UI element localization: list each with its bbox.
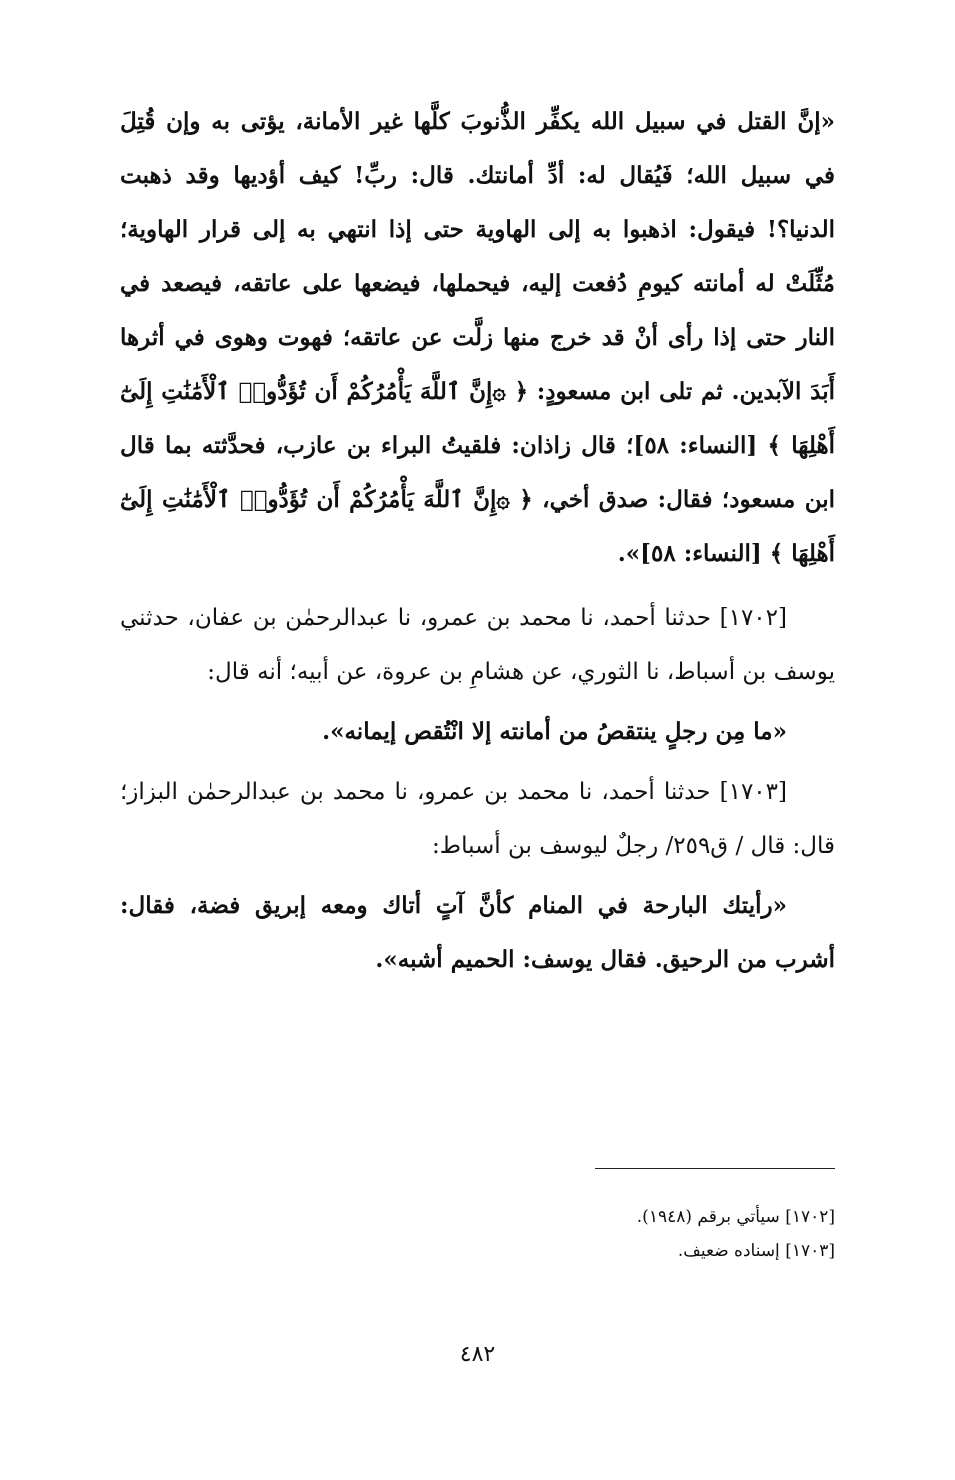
main-text [120,95,835,987]
footnote-divider [595,1168,835,1169]
footnote-1703: [١٧٠٣] إسناده ضعيف. [677,1241,835,1261]
footnotes [335,1200,835,1268]
isnad-1703: [١٧٠٣] حدثنا أحمد، نا محمد بن عمرو، نا محمد بن عبدالرحمٰن البزاز؛ قال: قال / ق٢٥٩/ رجلٌ ليوسف بن أسباط: [120,779,835,859]
hadith-text-1703: «رأيتك البارحة في المنام كأنَّ آتٍ أتاك ومعه إبريق فضة، فقال: أشرب من الرحيق. فقال يوسف: الحميم أشبه». [120,892,835,973]
hadith-text-1702: «ما مِن رجلٍ ينتقصُ من أمانته إلا انْتُقص إيمانه». [322,718,787,745]
page-number: ٤٨٢ [459,1342,496,1367]
footnote-1702: [١٧٠٢] سيأتي برقم (١٩٤٨). [636,1207,835,1227]
hadith-text-1701: «إنَّ القتل في سبيل الله يكفِّر الذُّنوبَ كلَّها غير الأمانة، يؤتى به وإن قُتِلَ في سبيل الله؛ فَيُقال له: أدِّ أمانتك. قال: ربِّ! كيف أؤديها وقد ذهبت الدنيا؟! فيقول: اذهبوا به إلى الهاوية حتى إذا انتهي به إلى قرار الهاوية؛ مُثِّلَتْ له أمانته كيومِ دُفعت إليه، فيحملها، فيضعها على عاتقه، فيصعد في النار حتى إذا رأى أنْ قد خرج منها زلَّت عن عاتقه؛ فهوت وهوى في أثرها أَبَدَ الآبدين. ثم تلى ابن مسعودٍ: ﴿ ۞إِنَّ ٱللَّهَ يَأْمُرُكُمْ أَن تُؤَدُّوا۟ ٱلْأَمَٰنَٰتِ إِلَىٰٓ أَهْلِهَا ﴾ [النساء: ٥٨]؛ قال زاذان: فلقيتُ البراء بن عازب، فحدَّثته بما قال ابن مسعود؛ فقال: صدق أخي، ﴿ ۞إِنَّ ٱللَّهَ يَأْمُرُكُمْ أَن تُؤَدُّوا۟ ٱلْأَمَٰنَٰتِ إِلَىٰٓ أَهْلِهَا ﴾ [النساء: ٥٨]». [120,108,835,567]
isnad-1702: [١٧٠٢] حدثنا أحمد، نا محمد بن عمرو، نا عبدالرحمٰن بن عفان، حدثني يوسف بن أسباط، نا الثوري، عن هشامِ بن عروة، عن أبيه؛ أنه قال: [120,605,835,685]
